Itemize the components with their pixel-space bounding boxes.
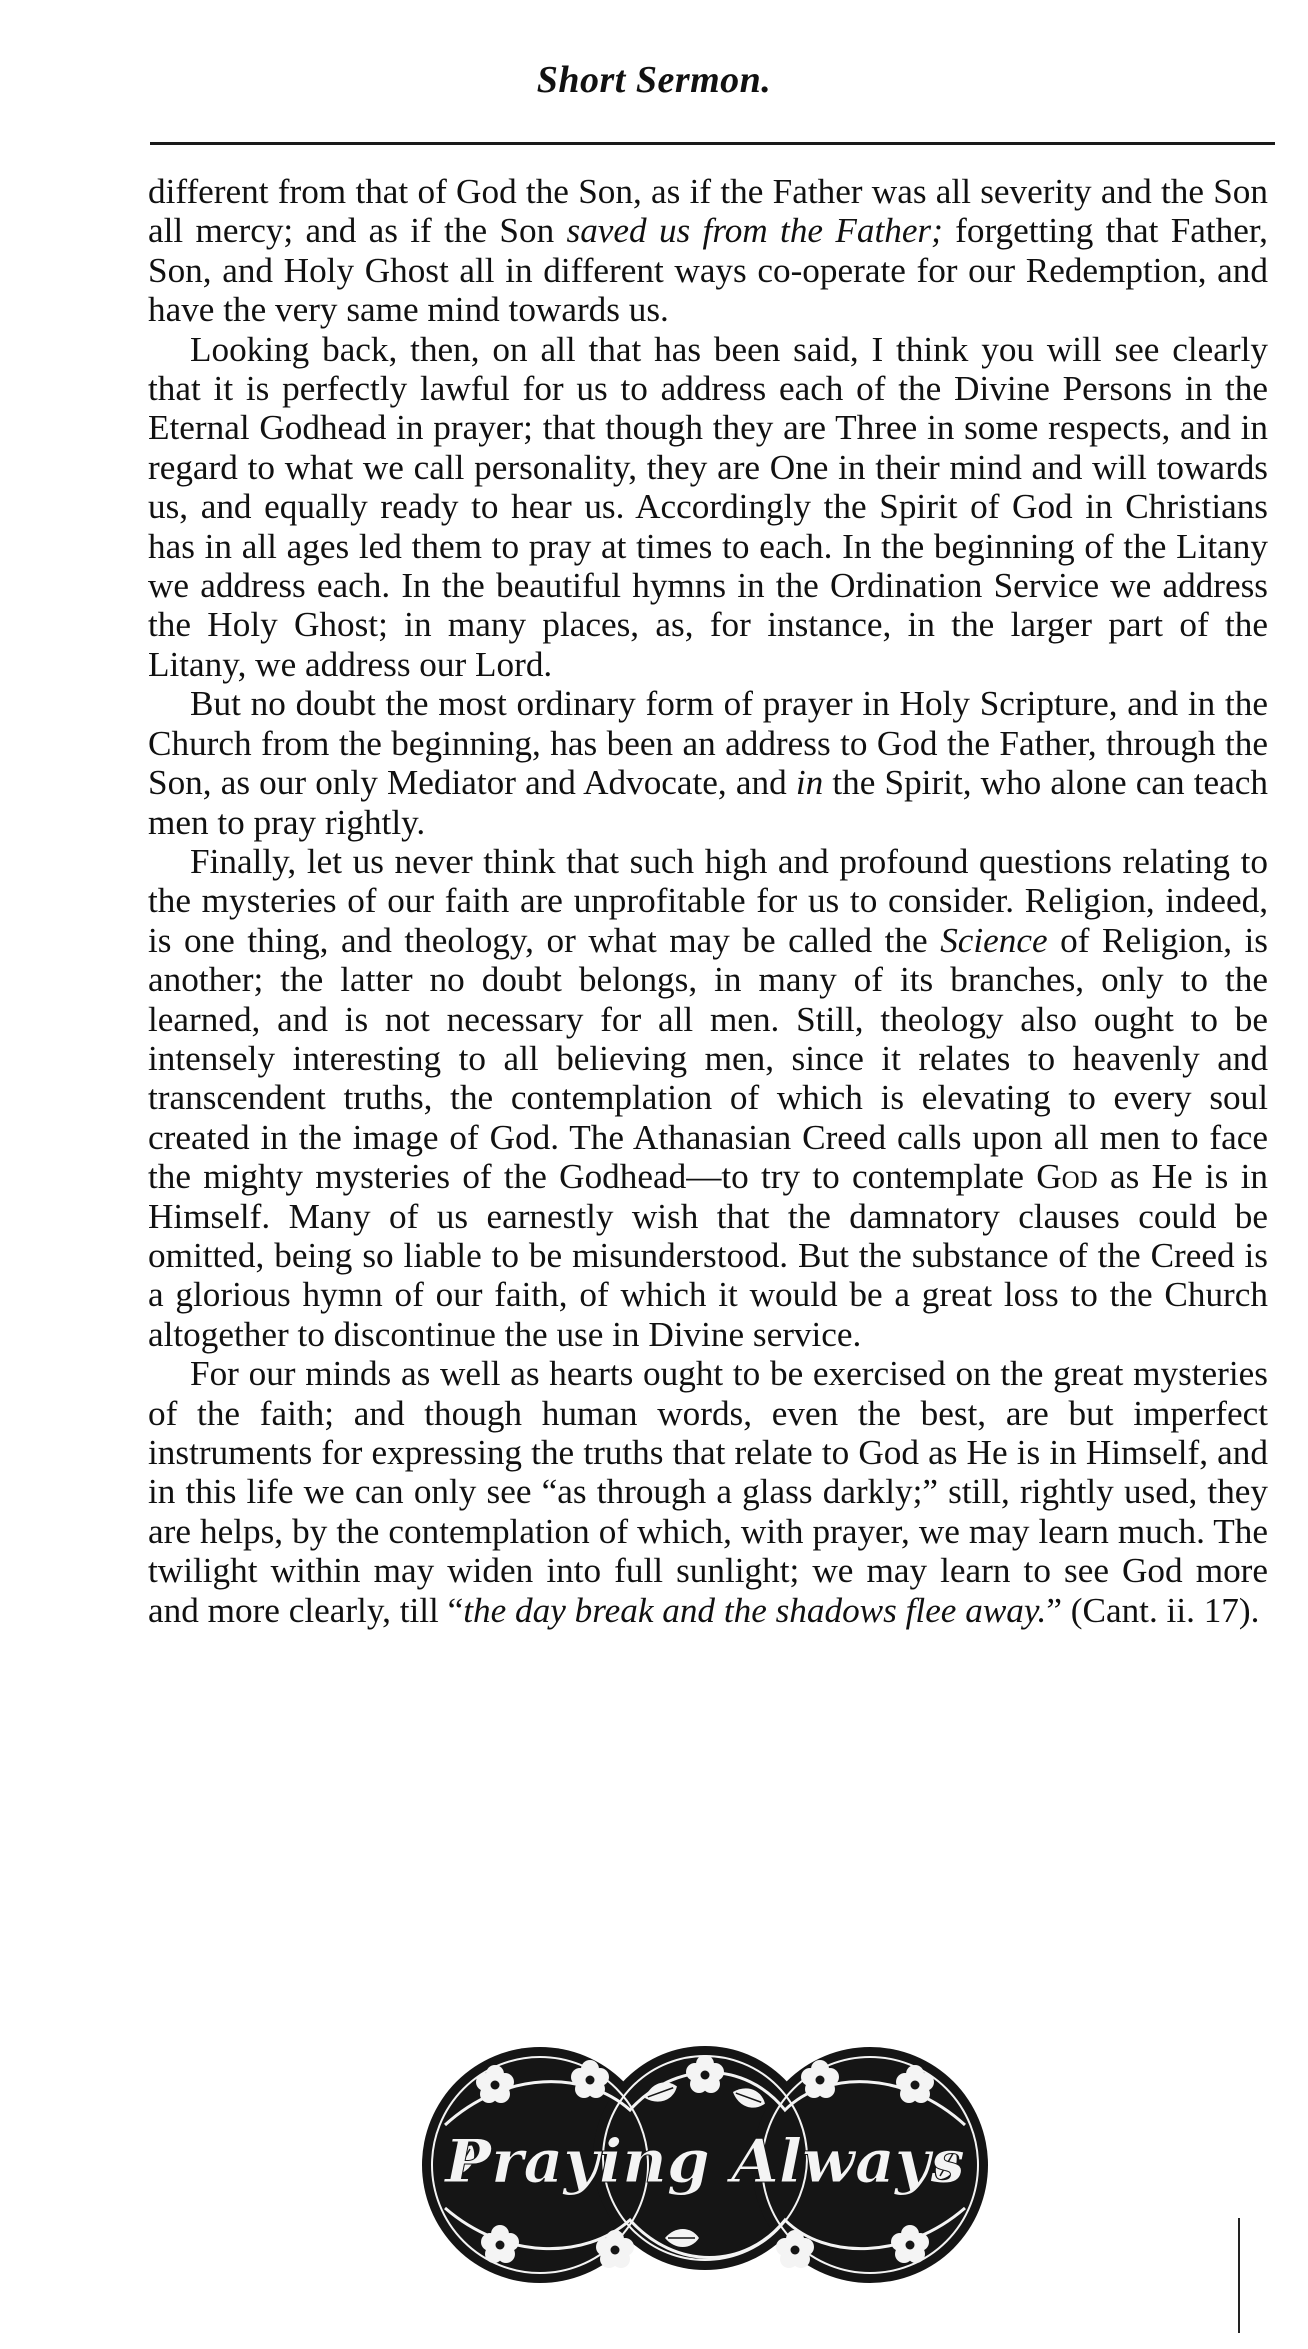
text-run: different from that of God the Son, as if the Father was all severity and the Son all mercy; and as if the Son — [148, 172, 1268, 251]
italic-text: Science — [940, 920, 1048, 960]
paragraph — [148, 330, 1268, 685]
margin-mark — [1238, 2218, 1240, 2333]
paragraph — [148, 842, 1268, 1354]
text-run: But no doubt the most ordinary form of prayer in Holy Scripture, and in the Church from the beginning, has been an address to God the Father, through the Son, as our only Mediator and Advocate, and — [148, 684, 1268, 803]
text-run: For our minds as well as hearts ought to be exercised on the great mysteries of the faith; and though human words, even the best, are but imperfect instruments for expressing the truths that relate to God as He is in Himself, and in this life we can only see “as through a glass darkly;” still, rightly used, they are helps, by the contemplation of which, with prayer, we may learn much. The twilight within may widen into full sunlight; we may learn to see God more and more clearly, till “ — [148, 1354, 1268, 1630]
emblem-text: Praying Always — [442, 2127, 966, 2197]
sermon-text — [148, 172, 1268, 1630]
text-run: the Spirit, who alone can teach men to pray rightly. — [148, 763, 1268, 842]
text-run: Finally, let us never think that such high and profound questions relating to the mysteries of our faith are unprofitable for us to consider. Religion, indeed, is one thing, and theology, or what may be called the — [148, 841, 1268, 960]
header-rule — [150, 142, 1275, 145]
running-head: Short Sermon. — [536, 59, 772, 101]
italic-text: saved us from the Father; — [566, 211, 943, 251]
text-run: of Religion, is another; the latter no doubt belongs, in many of its branches, only to the learned, and is not necessary for all men. Still, theology also ought to be intensely interesting to all believing men, since it relates to heavenly and transcendent truths, the contemplation of which is elevating to every soul created in the image of God. The Athanasian Creed calls upon all men to face the mighty mysteries of the Godhead—to try to contemplate — [148, 920, 1268, 1197]
small-caps-text: God — [1036, 1157, 1098, 1197]
text-run: forgetting that Father, Son, and Holy Ghost all in different ways co-operate for our Redemption, and have the very same mind towards us. — [148, 211, 1268, 330]
floral-emblem-icon — [415, 2040, 995, 2290]
italic-text: the day break and the shadows flee away. — [463, 1590, 1047, 1630]
paragraph — [148, 684, 1268, 842]
text-run: as He is in Himself. Many of us earnestly wish that the damnatory clauses could be omitted, being so liable to be misunderstood. But the substance of the Creed is a glorious hymn of our faith, of which it would be a great loss to the Church altogether to discontinue the use in Divine service. — [148, 1157, 1268, 1354]
italic-text: in — [795, 763, 824, 803]
text-run: ” (Cant. ii. 17). — [1046, 1590, 1260, 1630]
text-run: Looking back, then, on all that has been said, I think you will see clearly that it is perfectly lawful for us to address each of the Divine Persons in the Eternal Godhead in prayer; that though they are Three in some respects, and in regard to what we call personality, they are One in their mind and will towards us, and equally ready to hear us. Accordingly the Spirit of God in Christians has in all ages led them to pray at times to each. In the beginning of the Litany we address each. In the beautiful hymns in the Ordination Service we address the Holy Ghost; in many places, as, for instance, in the larger part of the Litany, we address our Lord. — [148, 329, 1268, 684]
paragraph — [148, 1354, 1268, 1630]
paragraph — [148, 172, 1268, 330]
